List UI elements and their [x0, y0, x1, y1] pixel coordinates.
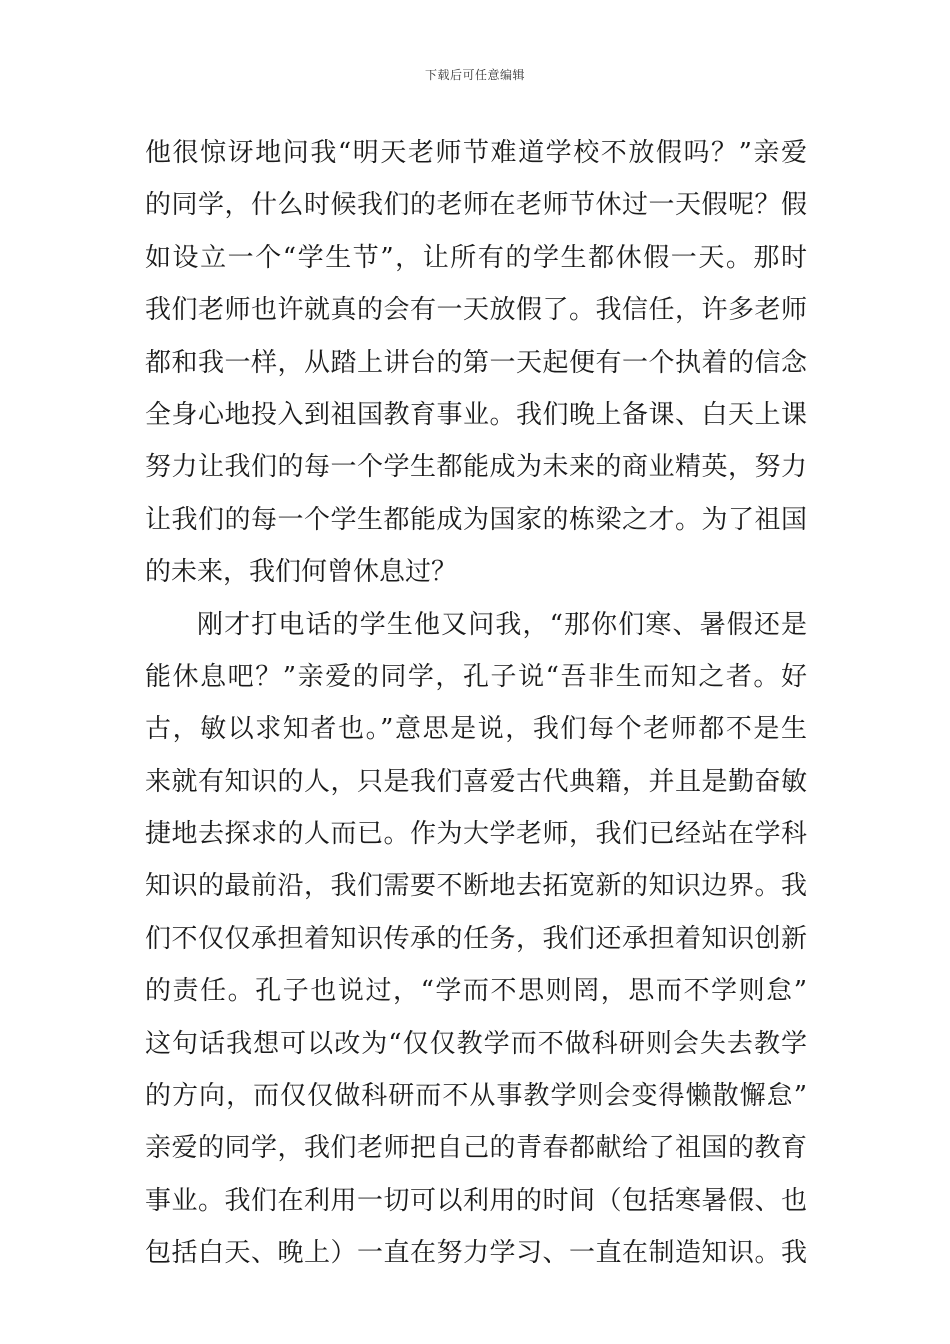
paragraph-start-line: 刚才打电话的学生他又问我，“那你们寒、暑假还是 [197, 609, 807, 640]
text-line: 们不仅仅承担着知识传承的任务，我们还承担着知识创新 [145, 923, 807, 954]
text-line: 都和我一样，从踏上讲台的第一天起便有一个执着的信念 [145, 347, 807, 378]
text-line: 包括白天、晚上）一直在努力学习、一直在制造知识。我 [145, 1238, 807, 1269]
text-line: 的未来，我们何曾休息过？ [145, 557, 458, 588]
text-line: 如设立一个“学生节”，让所有的学生都休假一天。那时 [145, 242, 807, 273]
text-line: 的同学，什么时候我们的老师在老师节休过一天假呢？假 [145, 190, 807, 221]
text-line: 努力让我们的每一个学生都能成为未来的商业精英，努力 [145, 452, 807, 483]
text-line: 全身心地投入到祖国教育事业。我们晚上备课、白天上课 [145, 399, 807, 430]
text-line: 这句话我想可以改为“仅仅教学而不做科研则会失去教学 [145, 1028, 807, 1059]
text-line: 亲爱的同学，我们老师把自己的青春都献给了祖国的教育 [145, 1133, 807, 1164]
header-note: 下载后可任意编辑 [424, 68, 525, 82]
text-line: 捷地去探求的人而已。作为大学老师，我们已经站在学科 [145, 819, 807, 850]
text-line: 来就有知识的人，只是我们喜爱古代典籍，并且是勤奋敏 [145, 766, 807, 797]
text-line: 的责任。孔子也说过，“学而不思则罔，思而不学则怠” [145, 976, 807, 1007]
text-line: 古，敏以求知者也。”意思是说，我们每个老师都不是生 [145, 714, 807, 745]
text-line: 能休息吧？”亲爱的同学，孔子说“吾非生而知之者。好 [145, 661, 807, 692]
text-line: 让我们的每一个学生都能成为国家的栋梁之才。为了祖国 [145, 504, 807, 535]
text-line: 他很惊讶地问我“明天老师节难道学校不放假吗？”亲爱 [145, 138, 807, 168]
text-line: 的方向，而仅仅做科研而不从事教学则会变得懒散懈怠” [145, 1081, 807, 1112]
text-line: 我们老师也许就真的会有一天放假了。我信任，许多老师 [145, 295, 807, 326]
text-line: 事业。我们在利用一切可以利用的时间（包括寒暑假、也 [145, 1185, 807, 1216]
document-body [145, 127, 807, 1280]
text-line: 知识的最前沿，我们需要不断地去拓宽新的知识边界。我 [145, 871, 807, 902]
